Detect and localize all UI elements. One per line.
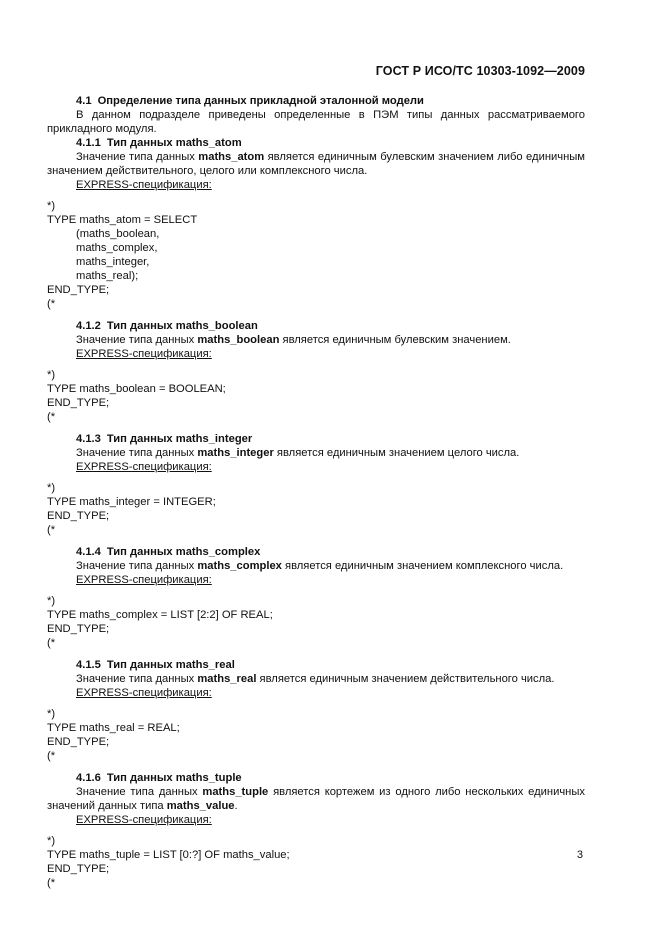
subsection-number: 4.1.3: [76, 433, 101, 445]
express-label: EXPRESS-спецификация:: [76, 348, 212, 360]
section-title: Определение типа данных прикладной эталонной модели: [97, 95, 424, 107]
code-line: maths_real);: [76, 270, 139, 282]
code-line: (*: [47, 637, 56, 649]
subsection-title: Тип данных maths_complex: [106, 546, 261, 558]
type-name: maths_real: [197, 673, 257, 685]
type-name: maths_integer: [197, 447, 274, 459]
code-line: (*: [47, 298, 56, 310]
page-content: [47, 94, 585, 890]
express-label: EXPRESS-спецификация:: [76, 461, 212, 473]
subsection-title: Тип данных maths_real: [106, 659, 235, 671]
subsection-heading-maths-tuple: [47, 771, 585, 785]
code-line: TYPE maths_real = REAL;: [47, 722, 180, 734]
text: является единичным значением действительного числа.: [256, 673, 555, 685]
subsection-heading-maths-complex: [47, 545, 585, 559]
text: .: [234, 800, 238, 812]
text: Значение типа данных: [76, 786, 203, 798]
type-name: maths_tuple: [202, 786, 269, 798]
code-line: *): [47, 200, 56, 212]
subsection-number: 4.1.1: [76, 137, 101, 149]
paragraph-maths-complex: [47, 559, 585, 573]
subsection-heading-maths-boolean: [47, 319, 585, 333]
code-line: TYPE maths_atom = SELECT: [47, 214, 198, 226]
section-intro: В данном подразделе приведены определенные в ПЭМ типы данных рассматриваемого прикладного модуля.: [47, 109, 585, 135]
text: является единичным значением комплексного числа.: [281, 560, 564, 572]
express-label: EXPRESS-спецификация:: [76, 179, 212, 191]
code-line: END_TYPE;: [47, 623, 110, 635]
subsection-heading-maths-real: [47, 658, 585, 672]
express-label: EXPRESS-спецификация:: [76, 814, 212, 826]
text: является единичным значением целого числа.: [273, 447, 520, 459]
code-line: maths_integer,: [76, 256, 150, 268]
text: является единичным булевским значением.: [279, 334, 511, 346]
code-line: *): [47, 595, 56, 607]
code-line: (*: [47, 524, 56, 536]
code-line: (maths_boolean,: [76, 228, 160, 240]
type-name: maths_value: [166, 800, 235, 812]
subsection-title: Тип данных maths_integer: [106, 433, 253, 445]
text: Значение типа данных: [76, 151, 199, 163]
subsection-number: 4.1.6: [76, 772, 101, 784]
code-line: TYPE maths_boolean = BOOLEAN;: [47, 383, 226, 395]
page-number: 3: [576, 849, 583, 861]
text: Значение типа данных: [76, 673, 198, 685]
text: Значение типа данных: [76, 334, 198, 346]
code-line: *): [47, 482, 56, 494]
code-line: END_TYPE;: [47, 736, 110, 748]
text: Значение типа данных: [76, 447, 198, 459]
code-line: *): [47, 708, 56, 720]
express-label: EXPRESS-спецификация:: [76, 574, 212, 586]
text: Значение типа данных: [76, 560, 198, 572]
document-header: ГОСТ Р ИСО/ТС 10303-1092—2009: [375, 64, 585, 78]
express-label: EXPRESS-спецификация:: [76, 687, 212, 699]
code-line: *): [47, 369, 56, 381]
paragraph-maths-boolean: [47, 333, 585, 347]
subsection-heading-maths-atom: [47, 136, 585, 150]
subsection-title: Тип данных maths_tuple: [106, 772, 242, 784]
paragraph-maths-atom: [47, 150, 585, 178]
code-line: (*: [47, 750, 56, 762]
subsection-number: 4.1.5: [76, 659, 101, 671]
code-line: TYPE maths_tuple = LIST [0:?] OF maths_value;: [47, 849, 290, 861]
paragraph-maths-real: [47, 672, 585, 686]
subsection-heading-maths-integer: [47, 432, 585, 446]
code-line: END_TYPE;: [47, 284, 110, 296]
subsection-number: 4.1.4: [76, 546, 101, 558]
code-line: TYPE maths_integer = INTEGER;: [47, 496, 216, 508]
code-line: (*: [47, 877, 56, 889]
subsection-title: Тип данных maths_atom: [106, 137, 242, 149]
type-name: maths_atom: [198, 151, 265, 163]
section-number: 4.1: [76, 95, 92, 107]
code-line: END_TYPE;: [47, 863, 110, 875]
subsection-title: Тип данных maths_boolean: [106, 320, 258, 332]
section-heading: [47, 94, 585, 108]
code-line: END_TYPE;: [47, 510, 110, 522]
text: является кортежем из одного либо нескольких единичных значений данных типа: [47, 786, 585, 812]
paragraph-maths-integer: [47, 446, 585, 460]
code-line: maths_complex,: [76, 242, 158, 254]
type-name: maths_boolean: [197, 334, 280, 346]
code-line: *): [47, 835, 56, 847]
code-line: TYPE maths_complex = LIST [2:2] OF REAL;: [47, 609, 273, 621]
paragraph-maths-tuple: [47, 785, 585, 813]
type-name: maths_complex: [197, 560, 282, 572]
code-line: END_TYPE;: [47, 397, 110, 409]
subsection-number: 4.1.2: [76, 320, 101, 332]
text: является единичным булевским значением либо единичным значением действительного, целого или комплексного числа.: [47, 151, 585, 177]
code-line: (*: [47, 411, 56, 423]
